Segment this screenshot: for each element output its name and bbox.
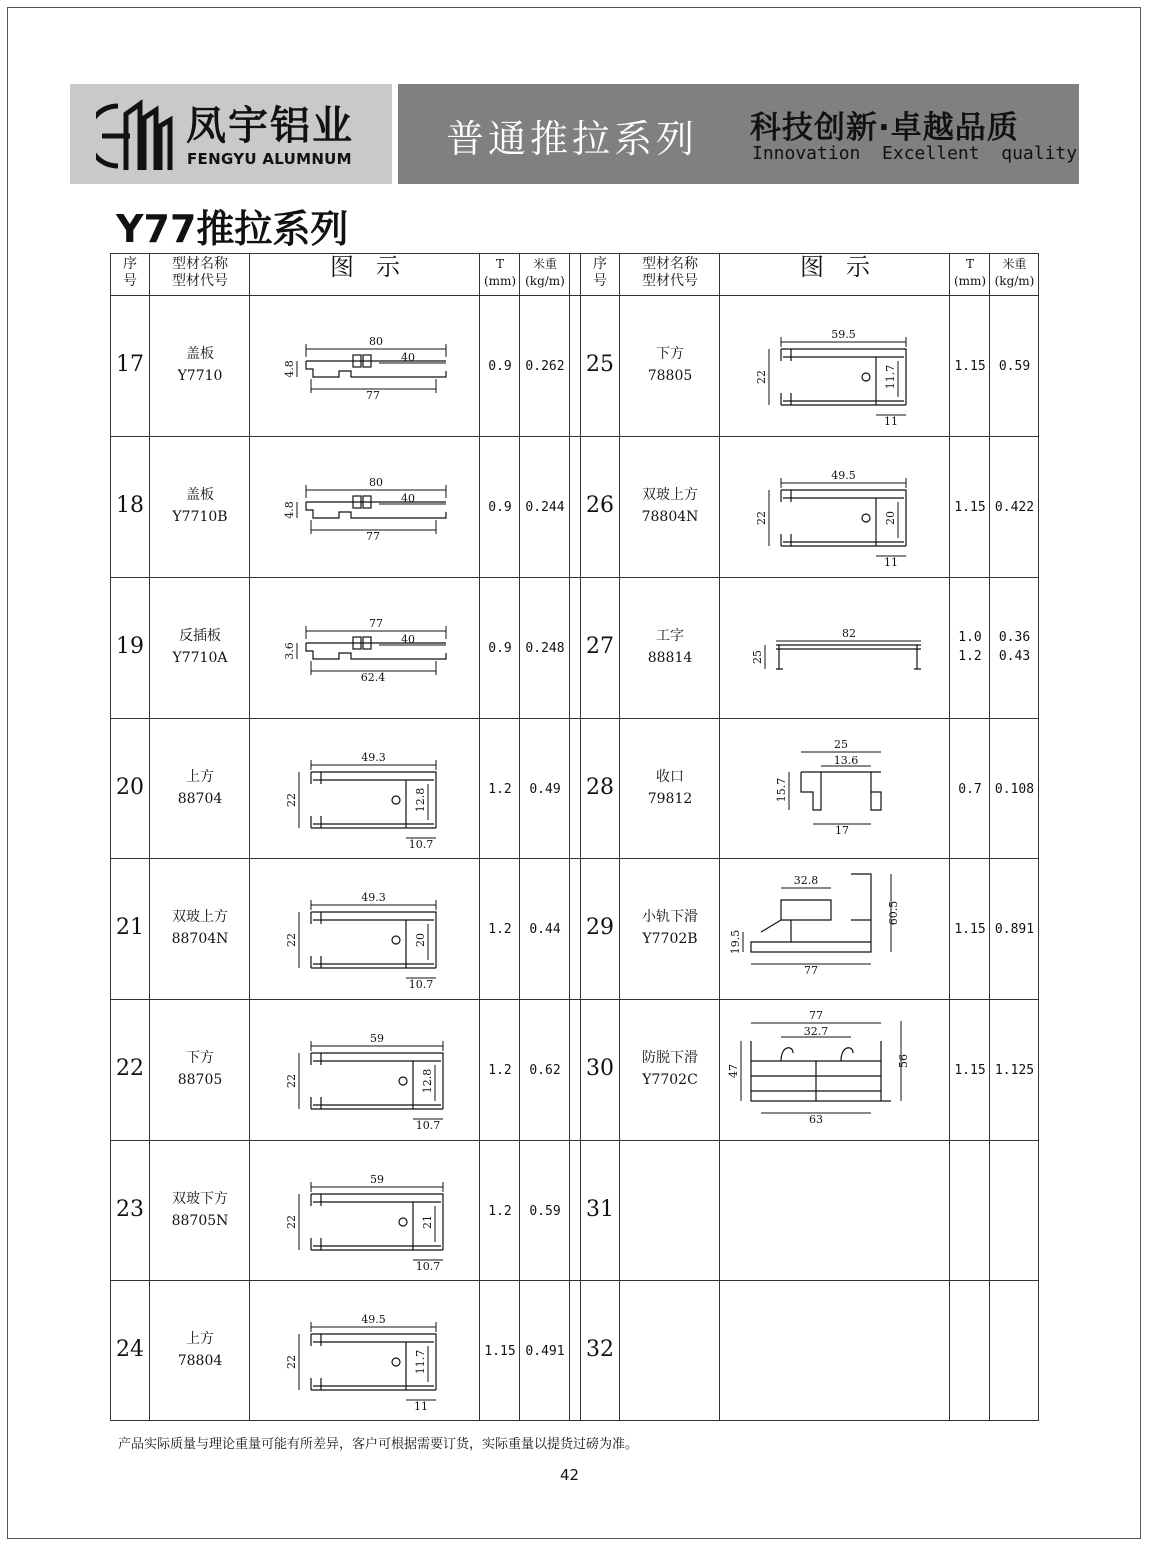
dimension-label: 62.4 [360, 671, 386, 684]
dimension-label: 15.7 [775, 777, 788, 803]
header-name: 型材名称 型材代号 [642, 256, 698, 289]
thickness-cell [480, 639, 520, 658]
thickness-value: 1.15 [484, 1344, 516, 1359]
weight-value: 0.59 [529, 1204, 561, 1219]
dimension-label: 4.8 [283, 360, 296, 378]
weight-cell [990, 498, 1039, 517]
thickness-value: 1.15 [954, 500, 986, 515]
dimension-label: 11.7 [884, 364, 897, 390]
profile-name: 小轨下滑 [642, 909, 698, 925]
thickness-cell [480, 920, 520, 939]
dimension-label: 82 [842, 627, 856, 640]
profile-outline [751, 1041, 891, 1101]
profile-name-cell [150, 906, 250, 950]
header-figure: 图示 [330, 253, 422, 281]
weight-value: 0.491 [525, 1344, 565, 1359]
weight-value: 0.422 [994, 500, 1035, 515]
dimension-label: 77 [809, 1009, 823, 1022]
profile-name: 双玻上方 [172, 909, 228, 925]
profile-code: 79812 [647, 791, 693, 807]
thickness-value: 1.15 [954, 359, 986, 374]
thickness-value: 1.0 [958, 630, 982, 645]
profile-drawing [251, 297, 479, 435]
dimension-label: 11 [414, 1400, 428, 1413]
dimension-label: 22 [285, 933, 298, 947]
profile-name-cell [150, 1047, 250, 1091]
dimension-label: 12.8 [421, 1068, 434, 1094]
row-number: 19 [116, 634, 144, 659]
dimension-label: 59 [370, 1173, 384, 1186]
dimension-label: 20 [884, 511, 897, 525]
dimension-label: 77 [369, 617, 383, 630]
row-number: 29 [586, 915, 614, 940]
weight-cell [520, 639, 570, 658]
thickness-cell [950, 920, 990, 939]
profile-name: 反插板 [179, 628, 221, 644]
row-number: 22 [116, 1056, 144, 1081]
page-number: 42 [560, 1466, 580, 1484]
profile-drawing [251, 438, 479, 576]
dimension-label: 25 [834, 738, 848, 751]
weight-cell [520, 920, 570, 939]
dimension-label: 13.6 [833, 754, 859, 767]
weight-value: 0.43 [998, 649, 1031, 664]
profile-name: 防脱下滑 [642, 1050, 698, 1066]
profile-drawing [251, 720, 479, 858]
dimension-label: 10.7 [415, 1119, 441, 1132]
profile-name-cell [150, 343, 250, 387]
profile-drawing [721, 579, 949, 717]
profile-name: 盖板 [186, 346, 214, 362]
profile-name-cell [620, 766, 720, 810]
weight-cell [990, 920, 1039, 939]
profile-name: 工字 [656, 628, 684, 644]
profile-name-cell [620, 484, 720, 528]
profile-outline [392, 1358, 400, 1366]
profile-outline [392, 796, 400, 804]
profile-code: 88704N [171, 931, 229, 947]
profile-name-cell [150, 1188, 250, 1232]
row-number: 32 [586, 1337, 614, 1362]
dimension-label: 20 [414, 933, 427, 947]
dimension-label: 25 [751, 650, 764, 664]
weight-cell [520, 1202, 570, 1221]
profile-drawing [251, 579, 479, 717]
row-number: 28 [586, 775, 614, 800]
profile-outline [862, 514, 870, 522]
row-number: 27 [586, 634, 614, 659]
dimension-label: 22 [755, 370, 768, 384]
header-thickness: T (mm) [953, 257, 987, 288]
thickness-cell [950, 357, 990, 376]
weight-cell [520, 1342, 570, 1361]
thickness-value: 1.2 [488, 1063, 512, 1078]
profile-code: Y7702B [642, 931, 698, 947]
dimension-label: 49.5 [361, 1313, 386, 1326]
weight-value: 0.44 [529, 922, 561, 937]
dimension-label: 56 [897, 1054, 910, 1068]
dimension-label: 21 [421, 1215, 434, 1229]
dimension-label: 17 [835, 824, 849, 837]
weight-cell [990, 357, 1039, 376]
dimension-label: 10.7 [408, 978, 434, 991]
footnote: 产品实际质量与理论重量可能有所差异，客户可根据需要订货，实际重量以提货过磅为准。 [118, 1437, 639, 1452]
dimension-label: 77 [804, 964, 818, 977]
brand-name-cn: 凤宇铝业 [186, 103, 354, 149]
weight-cell [520, 1061, 570, 1080]
thickness-value: 1.2 [958, 649, 982, 664]
header-seq: 序 号 [593, 256, 607, 289]
profile-code: 78805 [647, 368, 693, 384]
dimension-label: 3.6 [283, 642, 296, 660]
profile-name-cell [150, 484, 250, 528]
profile-code: 88814 [647, 650, 693, 666]
profile-name-cell [150, 1328, 250, 1372]
header-figure: 图示 [800, 253, 892, 281]
profile-name-cell [620, 906, 720, 950]
dimension-label: 32.7 [803, 1025, 829, 1038]
slogan-cn: 科技创新·卓越品质 [750, 110, 1019, 146]
profile-table [110, 253, 1039, 1421]
header-seq: 序 号 [123, 256, 137, 289]
row-number: 26 [586, 493, 614, 518]
thickness-value: 0.9 [488, 641, 512, 656]
profile-outline [862, 373, 870, 381]
dimension-label: 12.8 [414, 787, 427, 813]
profile-name: 盖板 [186, 487, 214, 503]
profile-drawing [251, 860, 479, 998]
profile-name: 收口 [656, 769, 684, 785]
dimension-label: 77 [366, 389, 380, 402]
weight-value: 0.36 [998, 630, 1031, 645]
dimension-label: 22 [285, 793, 298, 807]
weight-cell [520, 780, 570, 799]
dimension-label: 11 [884, 415, 898, 428]
profile-outline [392, 936, 400, 944]
header-weight: 米重 (kg/m) [525, 257, 565, 288]
profile-code: Y7710 [177, 368, 223, 384]
dimension-label: 80 [369, 476, 383, 489]
thickness-cell [480, 498, 520, 517]
dimension-label: 59.5 [831, 328, 856, 341]
row-number: 21 [116, 915, 144, 940]
dimension-label: 49.5 [831, 469, 856, 482]
dimension-label: 47 [727, 1064, 740, 1078]
dimension-label: 10.7 [408, 838, 434, 851]
weight-value: 0.244 [525, 500, 565, 515]
profile-name-cell [620, 343, 720, 387]
thickness-value: 0.9 [488, 500, 512, 515]
weight-value: 0.108 [994, 782, 1035, 797]
profile-name: 下方 [656, 346, 684, 362]
profile-outline [801, 772, 881, 810]
profile-code: Y7710B [172, 509, 228, 525]
dimension-label: 80 [369, 335, 383, 348]
weight-cell [520, 498, 570, 517]
thickness-value: 1.15 [954, 1063, 986, 1078]
thickness-value: 0.7 [958, 782, 982, 797]
brand-name-en: FENGYU ALUMNUM [187, 150, 352, 168]
thickness-value: 1.2 [488, 782, 512, 797]
slogan-en: Innovation Excellent quality [752, 143, 1078, 164]
thickness-value: 0.9 [488, 359, 512, 374]
profile-code: Y7710A [172, 650, 228, 666]
dimension-label: 32.8 [793, 874, 819, 887]
thickness-cell [950, 498, 990, 517]
thickness-cell [950, 628, 990, 666]
weight-cell [990, 628, 1039, 666]
thickness-cell [950, 780, 990, 799]
profile-code: 88705 [177, 1072, 223, 1088]
profile-drawing [251, 1142, 479, 1280]
dimension-label: 11 [884, 556, 898, 569]
profile-drawing [721, 297, 949, 435]
profile-drawing [251, 1001, 479, 1139]
profile-code: Y7702C [642, 1072, 698, 1088]
row-number: 30 [586, 1056, 614, 1081]
profile-name-cell [150, 625, 250, 669]
dimension-label: 59 [370, 1032, 384, 1045]
dimension-label: 77 [366, 530, 380, 543]
header-name: 型材名称 型材代号 [172, 256, 228, 289]
dimension-label: 19.5 [729, 929, 742, 955]
profile-name-cell [150, 766, 250, 810]
thickness-cell [480, 1202, 520, 1221]
row-number: 17 [116, 352, 144, 377]
weight-value: 0.891 [994, 922, 1035, 937]
header-thickness: T (mm) [483, 257, 517, 288]
weight-value: 0.59 [998, 359, 1031, 374]
row-number: 20 [116, 775, 144, 800]
thickness-cell [480, 1061, 520, 1080]
profile-drawing [721, 1001, 949, 1139]
dimension-label: 22 [285, 1215, 298, 1229]
profile-drawing [251, 1282, 479, 1420]
profile-name: 上方 [186, 769, 214, 785]
row-number: 31 [586, 1197, 614, 1222]
dimension-label: 40 [401, 351, 415, 364]
profile-outline [776, 645, 921, 669]
dimension-label: 49.3 [361, 751, 386, 764]
weight-value: 0.262 [525, 359, 565, 374]
dimension-label: 60.5 [887, 900, 900, 926]
page-title: Y77推拉系列 [116, 207, 349, 251]
series-title: 普通推拉系列 [446, 117, 699, 161]
dimension-label: 49.3 [361, 891, 386, 904]
thickness-cell [480, 357, 520, 376]
thickness-cell [480, 1342, 520, 1361]
weight-cell [520, 357, 570, 376]
weight-value: 1.125 [994, 1063, 1035, 1078]
dimension-label: 40 [401, 633, 415, 646]
dimension-label: 63 [809, 1113, 823, 1126]
profile-name: 下方 [186, 1050, 214, 1066]
dimension-label: 22 [285, 1355, 298, 1369]
profile-drawing [721, 438, 949, 576]
profile-name: 双玻上方 [642, 487, 698, 503]
profile-code: 88705N [171, 1213, 229, 1229]
dimension-label: 40 [401, 492, 415, 505]
row-number: 25 [586, 352, 614, 377]
profile-name: 上方 [186, 1331, 214, 1347]
profile-name-cell [620, 625, 720, 669]
row-number: 24 [116, 1337, 144, 1362]
weight-value: 0.248 [525, 641, 565, 656]
weight-value: 0.49 [529, 782, 561, 797]
row-number: 18 [116, 493, 144, 518]
dimension-label: 10.7 [415, 1260, 441, 1273]
brand-logo-icon [96, 96, 176, 176]
profile-outline [399, 1218, 407, 1226]
weight-value: 0.62 [529, 1063, 561, 1078]
dimension-label: 4.8 [283, 501, 296, 519]
thickness-cell [950, 1061, 990, 1080]
dimension-label: 22 [285, 1074, 298, 1088]
row-number: 23 [116, 1197, 144, 1222]
profile-name: 双玻下方 [172, 1191, 228, 1207]
profile-name-cell [620, 1047, 720, 1091]
dimension-label: 22 [755, 511, 768, 525]
thickness-value: 1.15 [954, 922, 986, 937]
profile-code: 78804N [641, 509, 699, 525]
weight-cell [990, 1061, 1039, 1080]
profile-code: 78804 [177, 1353, 223, 1369]
profile-drawing [721, 860, 949, 998]
thickness-value: 1.2 [488, 922, 512, 937]
profile-outline [399, 1077, 407, 1085]
thickness-value: 1.2 [488, 1204, 512, 1219]
weight-cell [990, 780, 1039, 799]
profile-code: 88704 [177, 791, 223, 807]
header-weight: 米重 (kg/m) [994, 257, 1035, 288]
thickness-cell [480, 780, 520, 799]
dimension-label: 11.7 [414, 1349, 427, 1375]
profile-drawing [721, 720, 949, 858]
